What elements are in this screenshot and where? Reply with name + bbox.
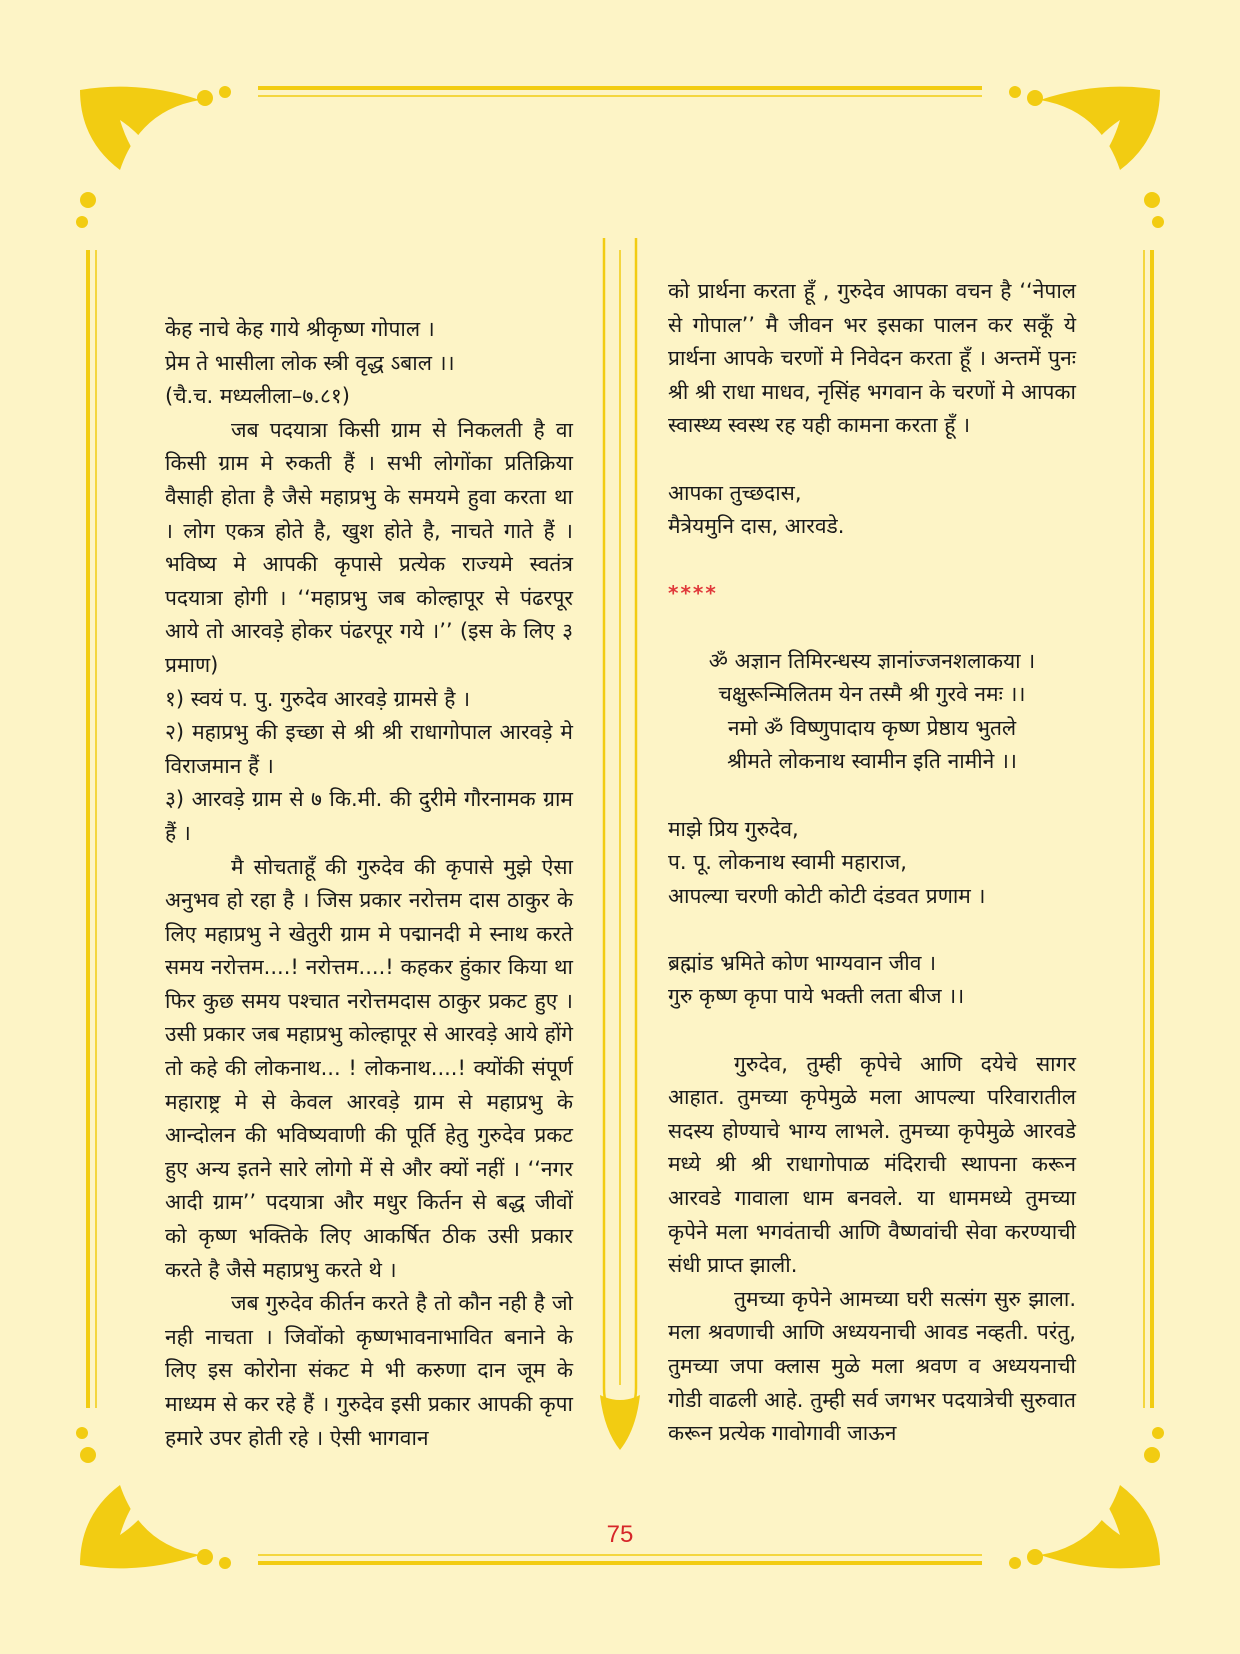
couplet-line: ब्रह्मांड भ्रमिते कोण भाग्यवान जीव । [668,950,937,975]
signoff-line: मैत्रेयमुनि दास, आरवडे. [668,514,845,539]
signoff-line: आपका तुच्छदास, [668,480,802,505]
verse-line: प्रेम ते भासीला लोक स्त्री वृद्ध ऽबाल ।। [165,350,455,375]
paragraph: तुमच्या कृपेने आमच्या घरी सत्संग सुरु झाला. मला श्रवणाची आणि अध्ययनाची आवड नव्हती. परंतु, तुमच्या जपा क्लास मुळे मला श्रवण व अध्ययनाची गोडी वाढली आहे. तुम्ही सर्व जगभर पदयात्रेची सुरुवात करून प्रत्येक गावोगावी जाऊन [668,1286,1076,1446]
couplet-line: गुरु कृष्ण कृपा पाये भक्ती लता बीज ।। [668,984,965,1009]
verse-line: केह नाचे केह गाये श्रीकृष्ण गोपाल । [165,317,435,341]
verse-reference: (चै.च. मध्यलीला–७.८१) [165,384,351,409]
mantra-line: चक्षुरून्मिलितम येन तस्मै श्री गुरवे नमः ।। [718,682,1026,707]
salutation-line: आपल्या चरणी कोटी कोटी दंडवत प्रणाम । [668,883,986,908]
mantra-line: ॐ अज्ञान तिमिरन्धस्य ज्ञानांज्जनशलाकया । [708,648,1036,673]
salutation-line: प. पू. लोकनाथ स्वामी महाराज, [668,850,907,875]
paragraph: को प्रार्थना करता हूँ , गुरुदेव आपका वचन है ‘‘नेपाल से गोपाल’’ मै जीवन भर इसका पालन कर सकूँ ये प्रार्थना आपके चरणों मे निवेदन करता हूँ । अन्तमें पुनः श्री श्री राधा माधव, नृसिंह भगवान के चरणों मे आपका स्वास्थ्य स्वस्थ रह यही कामना करता हूँ । [668,279,1076,438]
corner-ornament-top-left [76,86,231,228]
list-item: १) स्वयं प. पु. गुरुदेव आरवड़े ग्रामसे है । [165,686,471,711]
section-separator: **** [668,581,718,606]
page-number: 75 [606,1521,634,1548]
paragraph: जब पदयात्रा किसी ग्राम से निकलती है वा किसी ग्राम मे रुकती हैं । सभी लोगोंका प्रतिक्रिया वैसाही होता है जैसे महाप्रभु के समयमे हुवा करता था । लोग एकत्र होते है, खुश होते है, नाचते गाते हैं । भविष्य मे आपकी कृपासे प्रत्येक राज्यमे स्वतंत्र पदयात्रा होगी । ‘‘महाप्रभु जब कोल्हापूर से पंढरपूर आये तो आरवड़े होकर पंढरपूर गये ।’’ (इस के लिए ३ प्रमाण) [165,417,573,677]
mantra-line: श्रीमते लोकनाथ स्वामीन इति नामीने ।। [727,749,1017,774]
mantra-line: नमो ॐ विष्णुपादाय कृष्ण प्रेष्ठाय भुतले [727,715,1017,740]
list-item: ३) आरवड़े ग्राम से ७ कि.मी. की दुरीमे गौरनामक ग्राम हैं । [165,787,573,845]
paragraph: जब गुरुदेव कीर्तन करते है तो कौन नही है जो नही नाचता । जिवोंको कृष्णभावनाभावित बनाने के लिए इस कोरोना संकट मे भी करुणा दान जूम के माध्यम से कर रहे हैं । गुरुदेव इसी प्रकार आपकी कृपा हमारे उपर होती रहे । ऐसी भागवान [165,1291,573,1450]
paragraph: मै सोचताहूँ की गुरुदेव की कृपासे मुझे ऐसा अनुभव हो रहा है । जिस प्रकार नरोत्तम दास ठाकुर के लिए महाप्रभु ने खेतुरी ग्राम मे पद्मानदी मे स्नाथ करते समय नरोत्तम....! नरोत्तम....! कहकर हुंकार किया था फिर कुछ समय पश्चात नरोत्तमदास ठाकुर प्रकट हुए । उसी प्रकार जब महाप्रभु कोल्हापूर से आरवड़े आये होंगे तो कहे की लोकनाथ... ! लोकनाथ....! क्योंकी संपूर्ण महाराष्ट्र मे से केवल आरवड़े ग्राम से महाप्रभु के आन्दोलन की भविष्यवाणी की पूर्ति हेतु गुरुदेव प्रकट हुए अन्य इतने सारे लोगो में से और क्यों नहीं । ‘‘नगर आदी ग्राम’’ पदयात्रा और मधुर किर्तन से बद्ध जीवों को कृष्ण भक्तिके लिए आकर्षित ठीक उसी प्रकार करते है जैसे महाप्रभु करते थे । [165,854,573,1282]
corner-ornament-top-right [1009,86,1164,228]
salutation-line: माझे प्रिय गुरुदेव, [668,816,799,841]
right-column [668,275,1076,1451]
paragraph: गुरुदेव, तुम्ही कृपेचे आणि दयेचे सागर आहात. तुमच्या कृपेमुळे मला आपल्या परिवारातील सदस्य होण्याचे भाग्य लाभले. तुमच्या कृपेमुळे आरवडे मध्ये श्री श्री राधागोपाळ मंदिराची स्थापना करून आरवडे गावाला धाम बनवले. या धाममध्ये तुमच्या कृपेने मला भगवंताची आणि वैष्णवांची सेवा करण्याची संधी प्राप्त झाली. [668,1051,1076,1278]
list-item: २) महाप्रभु की इच्छा से श्री श्री राधागोपाल आरवड़े मे विराजमान हैं । [165,720,573,778]
left-column [165,313,573,1455]
